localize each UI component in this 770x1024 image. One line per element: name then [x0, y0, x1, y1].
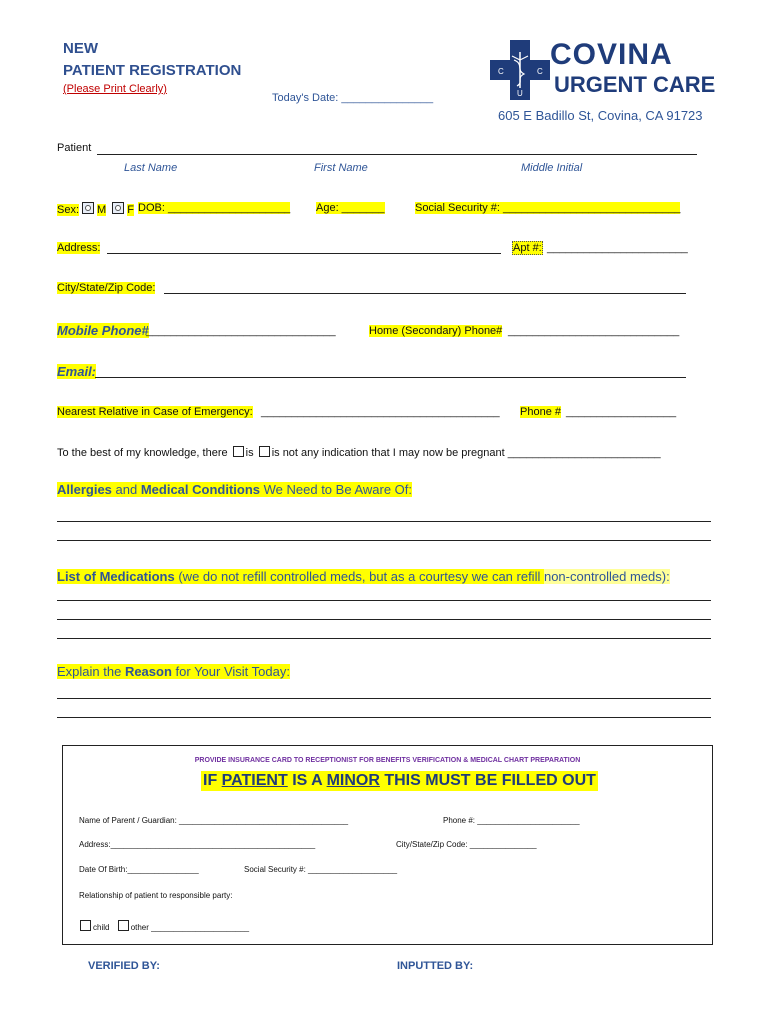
middle-initial-caption: Middle Initial: [521, 162, 583, 174]
minor-patient: PATIENT: [221, 772, 288, 789]
minor-rest: THIS MUST BE FILLED OUT: [379, 772, 596, 789]
sex-m-radio[interactable]: [82, 202, 94, 214]
medications-line-3[interactable]: [57, 638, 711, 639]
allergies-rest: We Need to Be Aware Of:: [260, 482, 413, 497]
patient-label: Patient: [57, 142, 92, 154]
form-title-new: NEW: [63, 40, 98, 57]
reason-word: Reason: [124, 664, 172, 679]
minor-if: IF: [203, 772, 222, 789]
age-field[interactable]: Age: _______: [316, 202, 385, 214]
reason-lead: Explain the: [57, 664, 125, 679]
relative-phone-label: Phone #: [520, 406, 561, 418]
guardian-ssn-field[interactable]: Social Security #: ____________________: [244, 865, 398, 874]
minor-minor: MINOR: [326, 772, 380, 789]
apt-group: [512, 242, 543, 254]
emergency-relative-field[interactable]: _______________________________________: [261, 406, 500, 418]
email-field[interactable]: [95, 377, 686, 378]
medications-line-2[interactable]: [57, 619, 711, 620]
dob-field[interactable]: DOB: ____________________: [138, 202, 291, 214]
guardian-name-field[interactable]: Name of Parent / Guardian: ______________________________________: [79, 816, 349, 825]
pregnancy-text-after: is not any indication that I may now be pregnant: [271, 447, 505, 459]
allergies-word: Allergies: [57, 482, 112, 497]
allergies-and: and: [111, 482, 141, 497]
minor-heading: [201, 771, 598, 791]
first-name-caption: First Name: [314, 162, 368, 174]
reason-heading: [57, 664, 290, 679]
reason-line-2[interactable]: [57, 717, 711, 718]
emergency-relative-label: Nearest Relative in Case of Emergency:: [57, 406, 253, 418]
relationship-label: Relationship of patient to responsible party:: [79, 891, 233, 900]
relationship-child-checkbox[interactable]: [80, 920, 91, 931]
allergies-line-1[interactable]: [57, 521, 711, 522]
verified-by-label: VERIFIED BY:: [88, 960, 160, 972]
reason-rest: for Your Visit Today:: [171, 664, 290, 679]
minor-is-a: IS A: [287, 772, 327, 789]
home-phone-field[interactable]: ____________________________: [508, 325, 680, 337]
medications-note: (we do not refill controlled meds, but as a courtesy we can refill: [174, 569, 544, 584]
relative-phone-field[interactable]: __________________: [566, 406, 677, 418]
mobile-phone-label: Mobile Phone#: [57, 323, 149, 338]
print-clearly-note: (Please Print Clearly): [63, 83, 167, 95]
medications-line-1[interactable]: [57, 600, 711, 601]
sex-row: [57, 202, 134, 216]
inputted-by-label: INPUTTED BY:: [397, 960, 474, 972]
guardian-address-field[interactable]: Address:______________________________________________: [79, 840, 316, 849]
relationship-options: [78, 920, 249, 932]
medications-note-end: non-controlled meds):: [543, 569, 670, 584]
sex-label: Sex:: [57, 204, 80, 216]
pregnancy-text-before: To the best of my knowledge, there: [57, 447, 228, 459]
last-name-caption: Last Name: [124, 162, 178, 174]
patient-name-field[interactable]: [97, 154, 697, 155]
relationship-other-field[interactable]: other ______________________: [130, 923, 250, 932]
guardian-city-field[interactable]: City/State/Zip Code: _______________: [396, 840, 537, 849]
guardian-section: [62, 745, 713, 945]
pregnancy-line[interactable]: _________________________: [507, 447, 661, 459]
reason-line-1[interactable]: [57, 698, 711, 699]
allergies-line-2[interactable]: [57, 540, 711, 541]
guardian-dob-field[interactable]: Date Of Birth:________________: [79, 865, 199, 874]
clinic-logo: [490, 38, 716, 104]
sex-f-label: F: [127, 204, 134, 216]
sex-f-radio[interactable]: [112, 202, 124, 214]
clinic-name-line2: URGENT CARE: [554, 72, 716, 97]
allergies-heading: [57, 482, 412, 497]
todays-date-field[interactable]: Today's Date: _______________: [272, 92, 434, 104]
pregnancy-is-label: is: [245, 447, 254, 459]
address-field[interactable]: [107, 253, 501, 254]
apt-field[interactable]: _______________________: [547, 242, 688, 254]
relationship-other-checkbox[interactable]: [118, 920, 129, 931]
relationship-child-label: child: [93, 923, 110, 932]
medications-word: List of Medications: [57, 569, 175, 584]
city-state-zip-label: City/State/Zip Code:: [57, 282, 156, 294]
pregnancy-is-not-checkbox[interactable]: [259, 446, 270, 457]
pregnancy-row: [57, 446, 661, 459]
address-label: Address:: [57, 242, 101, 254]
medical-conditions-word: Medical Conditions: [140, 482, 261, 497]
medications-heading: [57, 569, 670, 584]
guardian-phone-field[interactable]: Phone #: _______________________: [443, 816, 580, 825]
pregnancy-is-checkbox[interactable]: [233, 446, 244, 457]
mobile-phone-field[interactable]: _______________________________: [146, 325, 336, 337]
home-phone-label: Home (Secondary) Phone#: [369, 325, 503, 337]
sex-m-label: M: [97, 204, 107, 216]
insurance-note: PROVIDE INSURANCE CARD TO RECEPTIONIST FOR BENEFITS VERIFICATION & MEDICAL CHART PREPARATION: [194, 757, 581, 764]
svg-text:U: U: [517, 89, 523, 98]
apt-label: Apt #:: [513, 242, 542, 254]
svg-text:C: C: [498, 67, 504, 76]
email-label: Email:: [57, 364, 97, 379]
clinic-address: 605 E Badillo St, Covina, CA 91723: [498, 108, 703, 123]
ssn-field[interactable]: Social Security #: _____________________________: [415, 202, 681, 214]
city-state-zip-field[interactable]: [164, 293, 686, 294]
svg-text:C: C: [537, 67, 543, 76]
form-title: PATIENT REGISTRATION: [63, 62, 242, 79]
medical-cross-icon: [490, 38, 550, 102]
clinic-name-line1: COVINA: [550, 38, 673, 71]
